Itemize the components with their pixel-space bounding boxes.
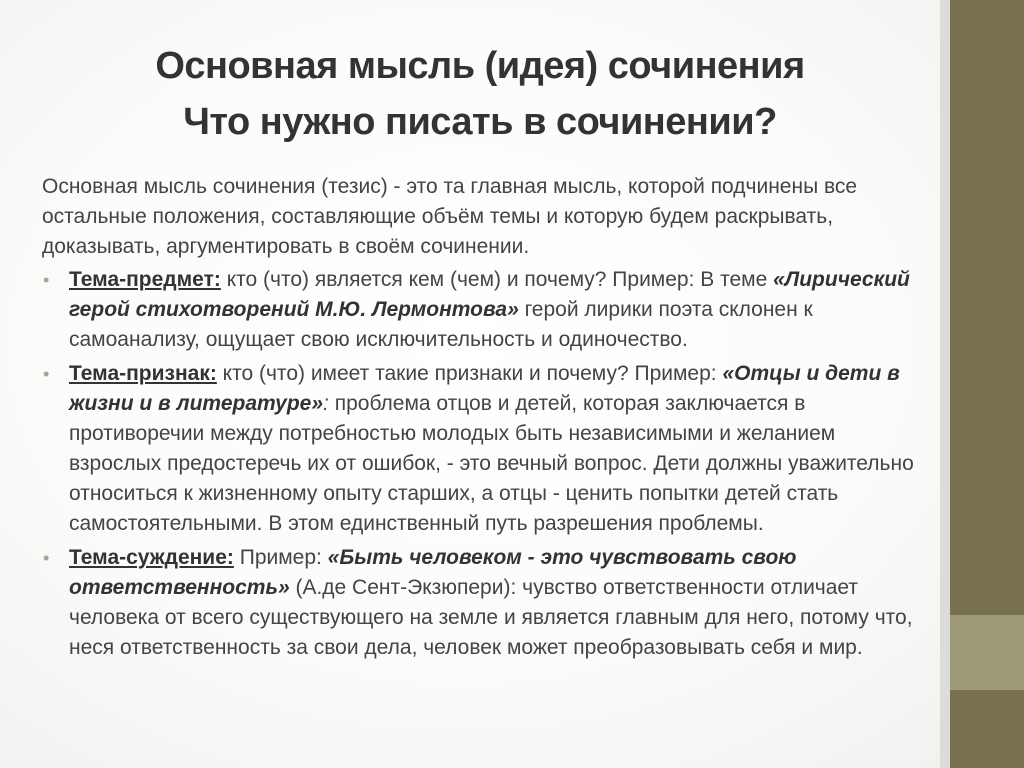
bullet-text: проблема отцов и детей, которая заключается в противоречии между потребностью молодых быть независимыми и желанием взрослых предостеречь их от ошибок, - это вечный вопрос. Дети должны уважительно относиться к жизненному опыту старших, а отцы - ценить попытки детей стать самостоятельными. В этом единственный путь разрешения проблемы. (69, 392, 914, 535)
example-quote: «Быть человеком - это чувствовать свою ответственность» (69, 546, 797, 599)
quote-colon: : (323, 392, 329, 415)
bullet-item-topic-judgment (42, 543, 932, 663)
example-quote: «Отцы и дети в жизни и в литературе» (69, 362, 900, 415)
intro-paragraph: Основная мысль сочинения (тезис) - это та главная мысль, которой подчинены все остальные положения, составляющие объём темы и которую будем раскрывать, доказывать, аргументировать в своём сочинении. (42, 175, 858, 258)
title-line-2: Что нужно писать в сочинении? (183, 101, 777, 143)
side-decor-accent (950, 615, 1024, 690)
slide-edge-band (940, 0, 950, 768)
bullet-dot-icon: • (43, 548, 50, 568)
example-quote: «Лирический герой стихотворений М.Ю. Лермонтова» (69, 268, 910, 321)
title-line-1: Основная мысль (идея) сочинения (155, 45, 805, 87)
bullet-text: (А.де Сент-Экзюпери): чувство ответственности отличает человека от всего существующего на земле и является главным для него, потому что, неся ответственность за свои дела, человек может преобразовывать себя и мир. (69, 576, 913, 659)
slide-body (42, 172, 932, 667)
bullet-text: герой лирики поэта склонен к самоанализу, ощущает свою исключительность и одиночество. (69, 298, 813, 351)
bullet-term: Тема-суждение: (69, 546, 234, 569)
slide-title (30, 38, 930, 150)
bullet-item-topic-attribute (42, 359, 932, 539)
bullet-text: кто (что) является кем (чем) и почему? Пример: В теме (220, 268, 774, 291)
bullet-text: кто (что) имеет такие признаки и почему? Пример: (216, 362, 723, 385)
bullet-term: Тема-предмет: (69, 268, 221, 291)
bullet-dot-icon: • (43, 270, 50, 290)
bullet-text: Пример: (233, 546, 328, 569)
bullet-item-topic-subject (42, 265, 932, 355)
bullet-dot-icon: • (43, 364, 50, 384)
bullet-term: Тема-признак: (69, 362, 217, 385)
